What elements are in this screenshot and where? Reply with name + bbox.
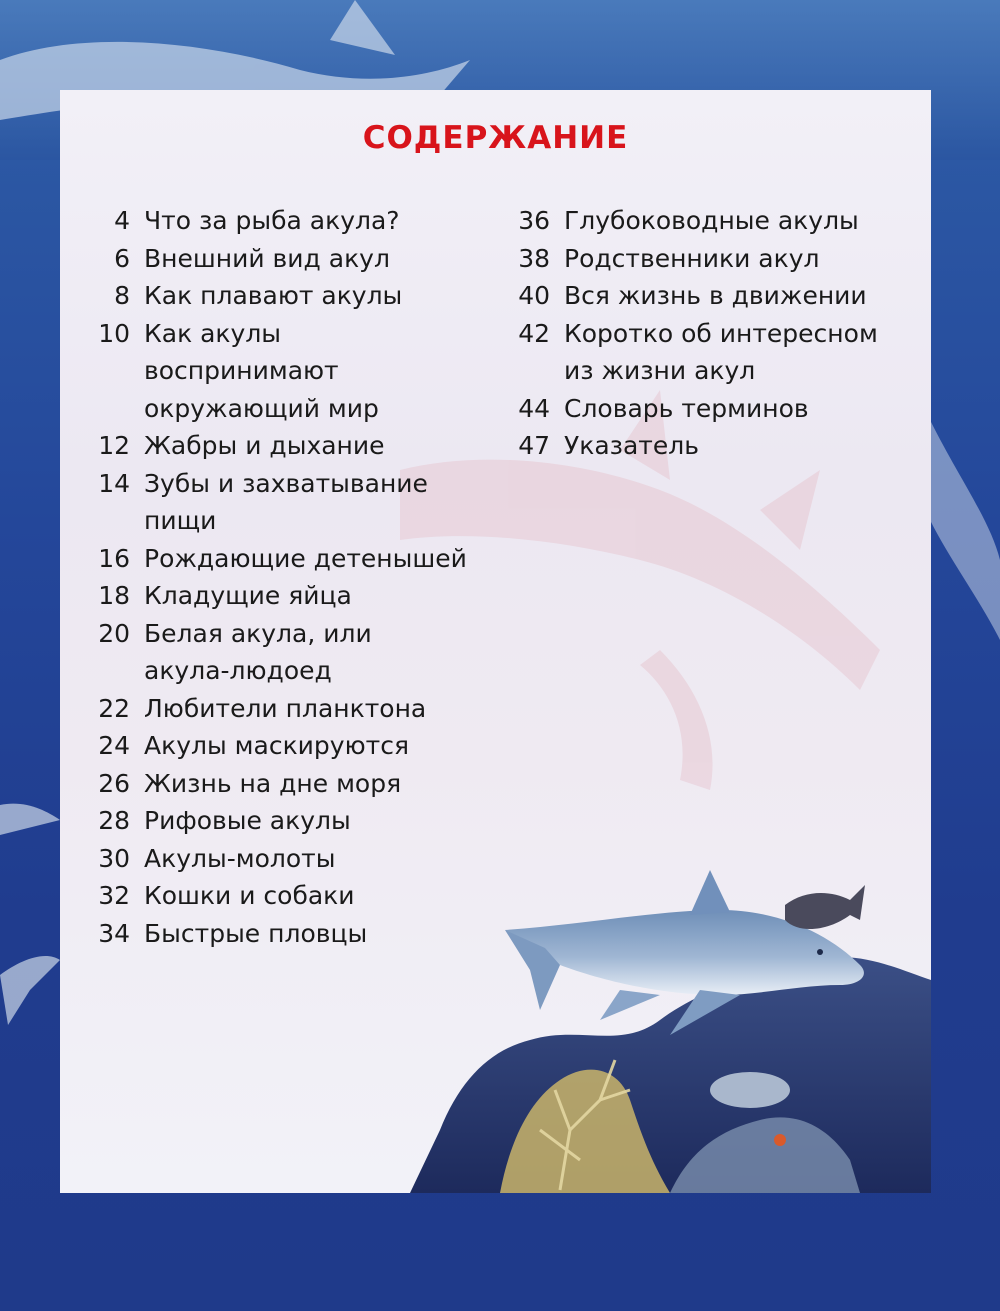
- toc-page-number: 8: [114, 281, 130, 310]
- toc-page-number: 36: [518, 206, 550, 235]
- toc-entry-title: Внешний вид акул: [144, 243, 390, 273]
- toc-page-number: 14: [98, 468, 130, 498]
- toc-entry[interactable]: [60, 727, 500, 765]
- toc-entry-title: Родственники акул: [564, 243, 820, 273]
- toc-entry-title: Белая акула, или акула-людоед: [144, 618, 372, 685]
- toc-entry-title: Любители планктона: [144, 693, 427, 723]
- toc-entry[interactable]: [490, 202, 930, 240]
- toc-page-number: 6: [114, 243, 130, 273]
- toc-entry-title: Жизнь на дне моря: [144, 768, 402, 798]
- toc-page-number: 10: [98, 318, 130, 348]
- toc-entry-title: Быстрые пловцы: [144, 918, 368, 948]
- fish-icon: [785, 885, 865, 929]
- toc-entry[interactable]: [490, 427, 930, 465]
- toc-page-number: 22: [98, 693, 130, 723]
- reef-icon: [410, 957, 931, 1193]
- toc-page-number: 28: [98, 806, 130, 835]
- toc-entry-title: Что за рыба акула?: [144, 206, 400, 235]
- toc-page-number: 47: [518, 431, 550, 460]
- toc-page-number: 34: [98, 918, 130, 948]
- toc-entry-title: Кладущие яйца: [144, 581, 352, 610]
- contents-column-right: [490, 202, 930, 465]
- toc-entry-title: Рождающие детенышей: [144, 543, 467, 573]
- toc-page-number: 32: [98, 881, 130, 910]
- toc-page-number: 18: [98, 581, 130, 610]
- contents-panel: [60, 90, 931, 1193]
- toc-page-number: 12: [98, 431, 130, 460]
- toc-entry[interactable]: [490, 277, 930, 315]
- toc-entry-title: Глубоководные акулы: [564, 206, 859, 235]
- toc-entry[interactable]: [60, 615, 500, 690]
- toc-entry-title: Акулы маскируются: [144, 731, 409, 760]
- toc-entry[interactable]: [60, 202, 500, 240]
- contents-column-left: [60, 202, 500, 952]
- toc-page-number: 4: [114, 206, 130, 235]
- toc-entry[interactable]: [60, 577, 500, 615]
- toc-page-number: 24: [98, 731, 130, 760]
- toc-entry[interactable]: [490, 315, 930, 390]
- toc-page-number: 26: [98, 768, 130, 798]
- toc-entry[interactable]: [60, 427, 500, 465]
- toc-entry-title: Коротко об интересном из жизни акул: [564, 318, 878, 385]
- shark-silhouette-right-icon: [930, 420, 1000, 640]
- toc-entry-title: Жабры и дыхание: [144, 431, 385, 460]
- toc-entry-title: Указатель: [564, 431, 699, 460]
- toc-entry[interactable]: [60, 540, 500, 578]
- toc-entry[interactable]: [60, 277, 500, 315]
- toc-entry-title: Словарь терминов: [564, 393, 809, 423]
- toc-entry[interactable]: [60, 315, 500, 428]
- toc-page-number: 38: [518, 243, 550, 273]
- toc-page-number: 30: [98, 843, 130, 873]
- toc-entry-title: Акулы-молоты: [144, 843, 336, 873]
- toc-entry[interactable]: [60, 465, 500, 540]
- toc-page-number: 42: [518, 318, 550, 348]
- toc-entry[interactable]: [60, 877, 500, 915]
- toc-page-number: 20: [98, 618, 130, 648]
- shark-silhouette-left-icon: [0, 804, 60, 1025]
- toc-entry-title: Как плавают акулы: [144, 281, 403, 310]
- toc-entry[interactable]: [60, 240, 500, 278]
- toc-entry[interactable]: [60, 765, 500, 803]
- toc-entry-title: Кошки и собаки: [144, 881, 355, 910]
- toc-entry[interactable]: [60, 690, 500, 728]
- toc-entry[interactable]: [490, 390, 930, 428]
- toc-entry-title: Как акулы воспринимают окружающий мир: [144, 318, 379, 423]
- toc-page-number: 44: [518, 393, 550, 423]
- page-title: СОДЕРЖАНИЕ: [362, 120, 629, 156]
- toc-entry[interactable]: [60, 915, 500, 953]
- toc-entry-title: Зубы и захватывание пищи: [144, 468, 428, 535]
- toc-entry-title: Рифовые акулы: [144, 806, 351, 835]
- toc-page-number: 16: [98, 543, 130, 573]
- toc-entry-title: Вся жизнь в движении: [564, 281, 867, 310]
- toc-entry[interactable]: [60, 840, 500, 878]
- toc-entry[interactable]: [490, 240, 930, 278]
- toc-entry[interactable]: [60, 802, 500, 840]
- toc-page-number: 40: [518, 281, 550, 310]
